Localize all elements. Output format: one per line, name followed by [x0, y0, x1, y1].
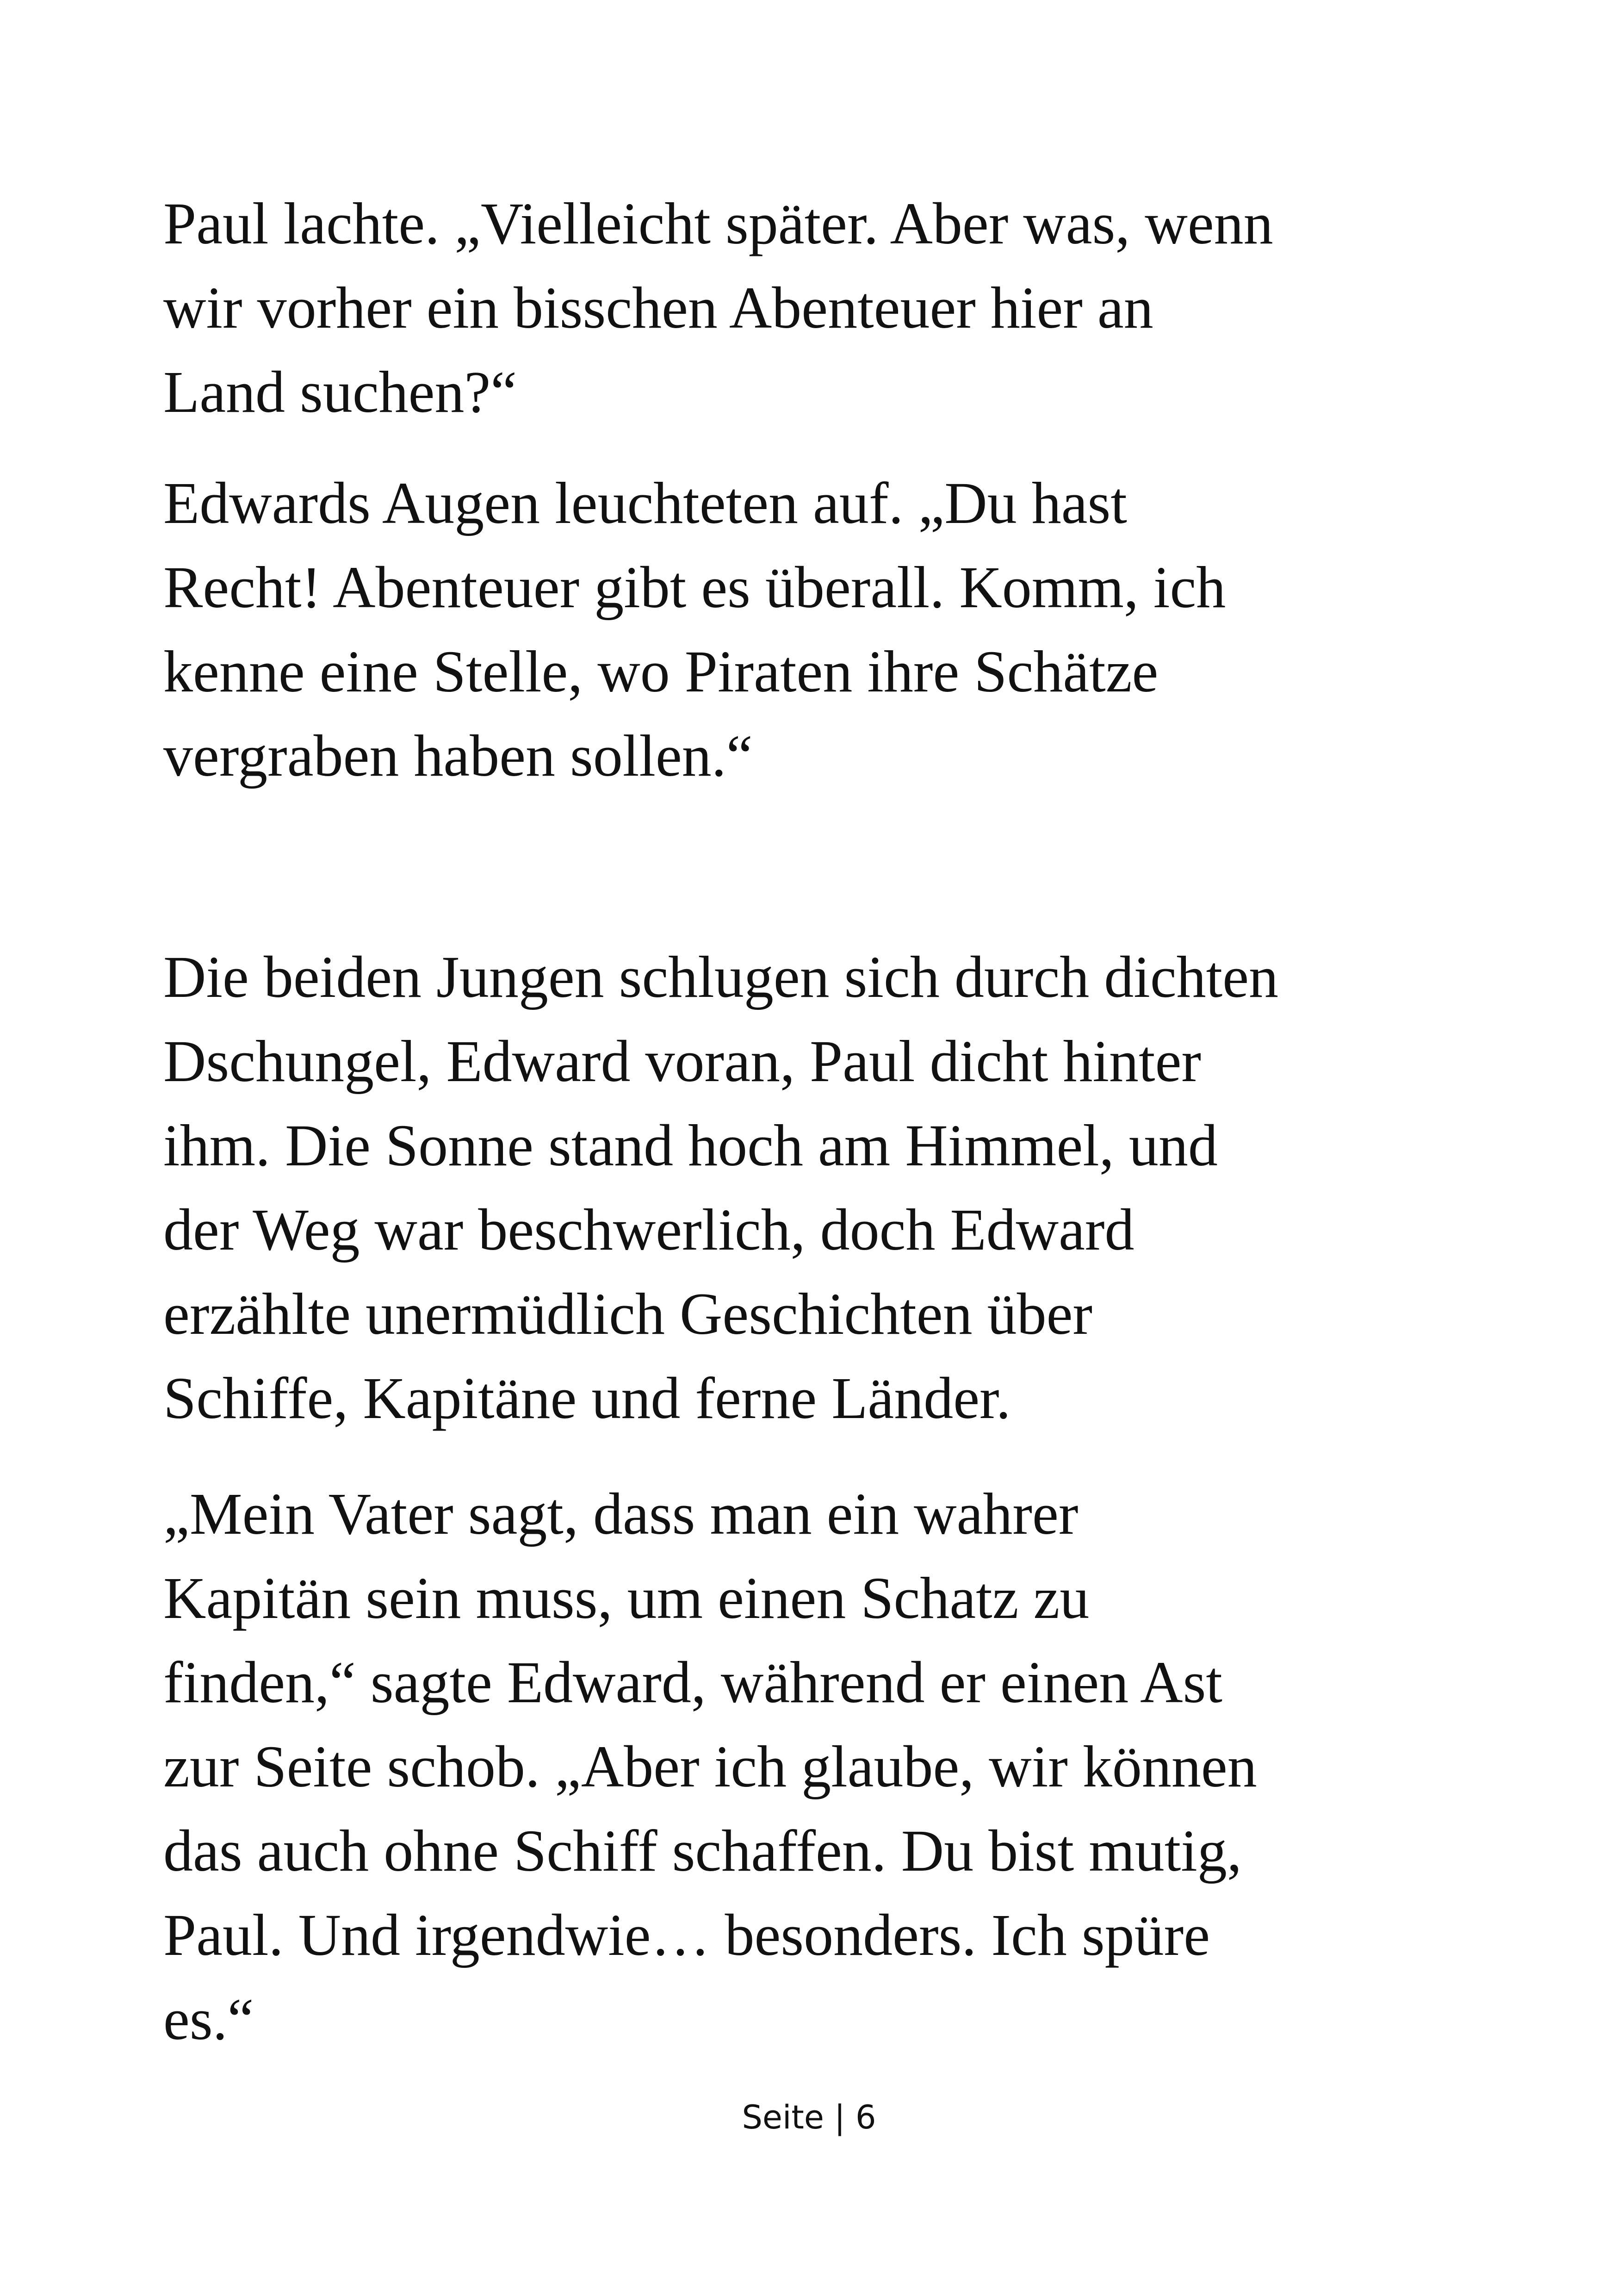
paragraph-line: Land suchen?“ — [163, 359, 517, 425]
paragraph-line: Edwards Augen leuchteten auf. „Du hast — [163, 470, 1127, 536]
paragraph-line: Paul lachte. „Vielleicht später. Aber was, wenn — [163, 191, 1273, 256]
paragraph-line: wir vorher ein bisschen Abenteuer hier an — [163, 275, 1153, 341]
paragraph-2 — [163, 461, 1482, 798]
paragraph-line: Recht! Abenteuer gibt es überall. Komm, ich — [163, 554, 1226, 620]
paragraph-line: Dschungel, Edward voran, Paul dicht hinter — [163, 1028, 1201, 1094]
paragraph-3 — [163, 935, 1482, 1440]
paragraph-line: Schiffe, Kapitäne und ferne Länder. — [163, 1365, 1011, 1431]
paragraph-line: der Weg war beschwerlich, doch Edward — [163, 1197, 1134, 1263]
paragraph-line: finden,“ sagte Edward, während er einen Ast — [163, 1649, 1222, 1715]
paragraph-line: zur Seite schob. „Aber ich glaube, wir können — [163, 1734, 1257, 1799]
paragraph-line: Paul. Und irgendwie… besonders. Ich spüre — [163, 1902, 1210, 1968]
paragraph-line: „Mein Vater sagt, dass man ein wahrer — [163, 1481, 1079, 1547]
paragraph-line: erzählte unermüdlich Geschichten über — [163, 1281, 1092, 1347]
paragraph-line: Kapitän sein muss, um einen Schatz zu — [163, 1565, 1090, 1631]
paragraph-4 — [163, 1472, 1482, 2061]
page-number-footer: Seite | 6 — [742, 2098, 876, 2136]
paragraph-line: kenne eine Stelle, wo Piraten ihre Schätze — [163, 639, 1159, 704]
paragraph-1 — [163, 181, 1482, 434]
paragraph-line: es.“ — [163, 1986, 254, 2052]
paragraph-line: ihm. Die Sonne stand hoch am Himmel, und — [163, 1113, 1218, 1178]
paragraph-line: Die beiden Jungen schlugen sich durch dichten — [163, 944, 1278, 1010]
paragraph-line: das auch ohne Schiff schaffen. Du bist mutig, — [163, 1818, 1242, 1884]
paragraph-line: vergraben haben sollen.“ — [163, 723, 753, 789]
